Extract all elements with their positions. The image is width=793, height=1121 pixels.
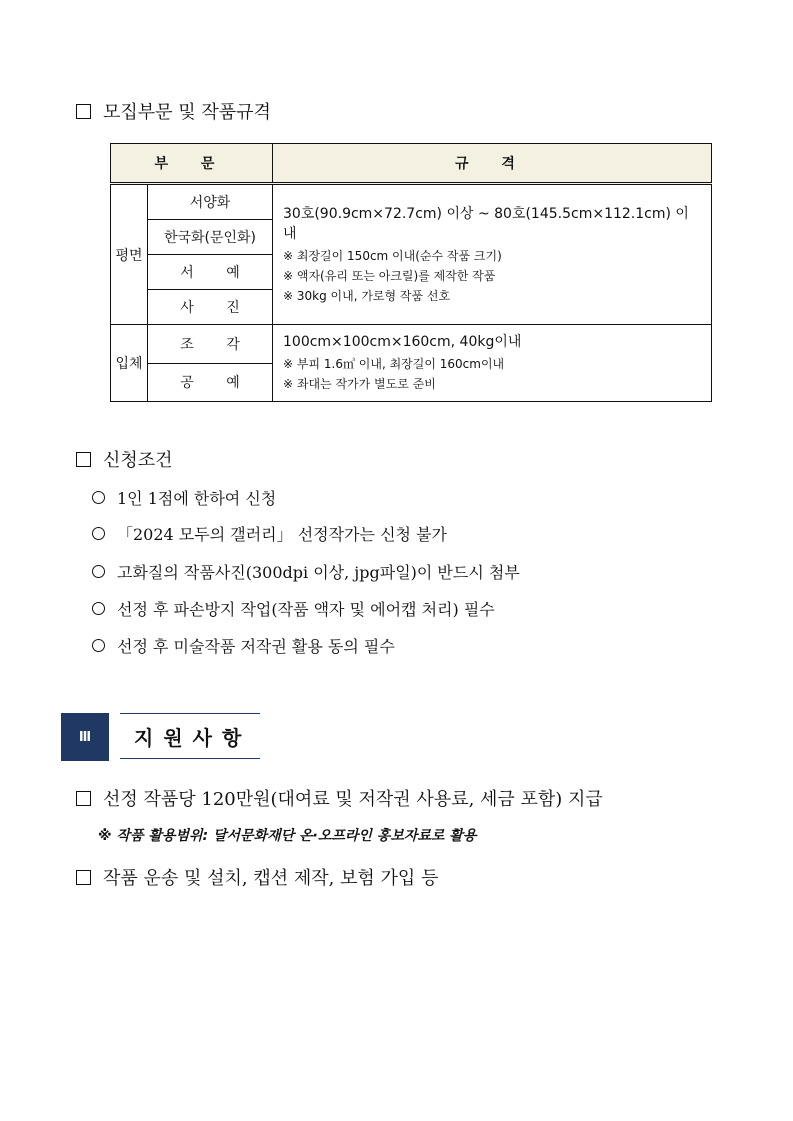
checkbox-square-icon	[76, 870, 91, 885]
spec-solid	[273, 325, 712, 402]
spec-flat	[273, 184, 712, 325]
checkbox-square-icon	[76, 452, 91, 467]
condition-item	[92, 634, 395, 657]
sub-photo: 사 진	[148, 290, 273, 325]
section-recruit-heading	[76, 98, 271, 124]
support-note: ※ 작품 활용범위: 달서문화재단 온·오프라인 홍보자료로 활용	[98, 828, 477, 844]
category-solid: 입체	[111, 325, 148, 402]
category-flat: 평면	[111, 184, 148, 325]
condition-text: 1인 1점에 한하여 신청	[117, 489, 277, 508]
condition-text: 선정 후 파손방지 작업(작품 액자 및 에어캡 처리) 필수	[117, 600, 495, 619]
circle-bullet-icon	[92, 639, 105, 652]
support-item	[76, 864, 438, 890]
checkbox-square-icon	[76, 791, 91, 806]
support-item-text: 작품 운송 및 설치, 캡션 제작, 보험 가입 등	[103, 868, 439, 889]
spec-flat-note: ※ 액자(유리 또는 아크릴)를 제작한 작품	[283, 268, 496, 283]
spec-flat-note: ※ 최장길이 150cm 이내(순수 작품 크기)	[283, 248, 502, 263]
condition-text: 선정 후 미술작품 저작권 활용 동의 필수	[117, 637, 395, 656]
sub-craft: 공 예	[148, 363, 273, 402]
sub-sculpture: 조 각	[148, 325, 273, 364]
spec-solid-note: ※ 좌대는 작가가 별도로 준비	[283, 377, 436, 391]
header-category: 부 문	[111, 144, 273, 184]
condition-item	[92, 522, 447, 545]
circle-bullet-icon	[92, 527, 105, 540]
spec-solid-main: 100cm×100cm×160cm, 40kg이내	[283, 334, 522, 350]
section-conditions-heading	[76, 446, 173, 472]
circle-bullet-icon	[92, 491, 105, 504]
condition-text: 고화질의 작품사진(300dpi 이상, jpg파일)이 반드시 첨부	[117, 563, 520, 582]
section-support-title: 지원사항	[120, 713, 260, 759]
condition-item	[92, 486, 276, 509]
sub-western: 서양화	[148, 184, 273, 220]
sub-calligraphy: 서 예	[148, 255, 273, 290]
sub-korean: 한국화(문인화)	[148, 220, 273, 255]
circle-bullet-icon	[92, 565, 105, 578]
section-recruit-title: 모집부문 및 작품규격	[103, 102, 271, 123]
spec-solid-note: ※ 부피 1.6㎥ 이내, 최장길이 160cm이내	[283, 357, 505, 371]
circle-bullet-icon	[92, 602, 105, 615]
support-item	[76, 785, 603, 811]
support-item-text: 선정 작품당 120만원(대여료 및 저작권 사용료, 세금 포함) 지급	[103, 789, 603, 810]
spec-flat-main: 30호(90.9cm×72.7cm) 이상 ~ 80호(145.5cm×112.1cm) 이내	[283, 205, 689, 242]
condition-item	[92, 597, 495, 620]
section-conditions-title: 신청조건	[103, 450, 173, 471]
spec-flat-note: ※ 30kg 이내, 가로형 작품 선호	[283, 288, 451, 303]
spec-table	[110, 143, 712, 402]
condition-text: 「2024 모두의 갤러리」 선정작가는 신청 불가	[117, 525, 447, 544]
checkbox-square-icon	[76, 104, 91, 119]
condition-item	[92, 560, 520, 583]
header-spec: 규 격	[273, 144, 712, 184]
section-number-badge: Ⅲ	[61, 713, 109, 761]
